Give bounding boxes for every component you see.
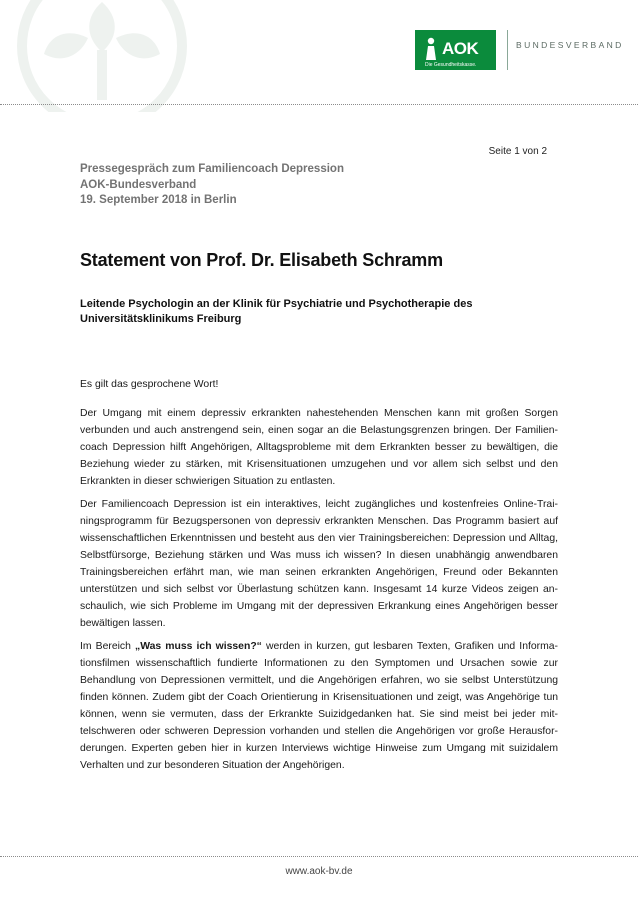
header-separator bbox=[0, 104, 638, 105]
paragraph-3-rest: werden in kurzen, gut lesbaren Texten, Grafiken und Informationsfilmen wissenschaftlich fundierte Informationen zu den Symptomen und Ursachen sowie zur Behandlung von Depressionen vermittelt, und die Angehörigen erfahren, wo sie selbst Unterstützung finden können. Zudem gibt der Coach Orientierung in Krisensituationen und zeigt, was Angehörige tun können, wenn sie vermuten, dass der Erkrankte Suizidgedanken hat. Sie sind meist bei jeder mittelschweren oder schweren Depression vorhanden und stellen die Angehörigen vor große Herausforderungen. Experten geben hier in kurzen Interviews wichtige Hinweise zum Umgang mit suizidalem Verhalten und zur besonderen Situation der Angehörigen. bbox=[80, 641, 559, 771]
press-event: Pressegespräch zum Familiencoach Depression bbox=[80, 163, 344, 175]
paragraph-3-prefix: Im Bereich bbox=[80, 641, 135, 652]
body-paragraph-1: Der Umgang mit einem depressiv erkrankten nahestehenden Menschen kann mit großen Sorgen verbunden und auch anstrengend sein, einen sogar an die Belastungsgrenzen bringen. Der Familiencoach Depression hilft Angehörigen, Alltagsprobleme mit dem Erkrankten besser zu bewältigen, die Beziehung wieder zu stärken, mit Krisensituationen umzugehen und vor allem sich selbst und den Erkrankten in dieser schwierigen Situation zu entlasten. bbox=[80, 408, 558, 487]
logo-wordmark: AOK bbox=[442, 39, 479, 58]
body-paragraph-2: Der Familiencoach Depression ist ein interaktives, leicht zugängliches und kostenfreies Online-Trainingsprogramm für Bezugspersonen von depressiv erkrankten Menschen. Das Programm basiert auf wissenschaftlichen Erkenntnissen und besteht aus den vier Trainingsbereichen: Depression und Alltag, Selbstfürsorge, Beziehung stärken und Was muss ich wissen? In diesen unabhängig anwendbaren Trainingsbereichen erfährt man, wie man seinen erkrankten Angehörigen, Freund oder Bekannten unterstützen und sich selbst vor Überlastung schützen kann. Insgesamt 14 kurze Videos zeigen anschaulich, wie sich Probleme im Umgang mit der depressiven Erkrankung eines Angehörigen besser bewältigen lassen. bbox=[80, 499, 558, 629]
section-highlight: „Was muss ich wissen?“ bbox=[135, 641, 262, 652]
statement-subtitle bbox=[80, 297, 560, 327]
footer-url[interactable]: www.aok-bv.de bbox=[285, 866, 353, 877]
footer-separator bbox=[0, 856, 638, 857]
page-number: Seite 1 von 2 bbox=[488, 146, 547, 157]
logo-divider bbox=[507, 30, 508, 70]
subtitle-line-1: Leitende Psychologin an der Klinik für Psychiatrie und Psychotherapie des bbox=[80, 298, 473, 310]
press-organizer: AOK-Bundesverband bbox=[80, 178, 197, 191]
aok-logo bbox=[415, 30, 496, 70]
org-unit-label: BUNDESVERBAND bbox=[516, 40, 624, 50]
statement-body bbox=[80, 376, 558, 780]
press-info bbox=[80, 162, 344, 209]
statement-title: Statement von Prof. Dr. Elisabeth Schramm bbox=[80, 250, 443, 270]
watermark-tree-logo-icon bbox=[4, 0, 200, 112]
press-date-location: 19. September 2018 in Berlin bbox=[80, 194, 237, 206]
subtitle-line-2: Universitätsklinikums Freiburg bbox=[80, 313, 242, 325]
logo-tagline: Die Gesundheitskasse. bbox=[425, 62, 477, 68]
body-paragraph-3 bbox=[80, 638, 558, 774]
intro-note: Es gilt das gesprochene Wort! bbox=[80, 379, 219, 390]
